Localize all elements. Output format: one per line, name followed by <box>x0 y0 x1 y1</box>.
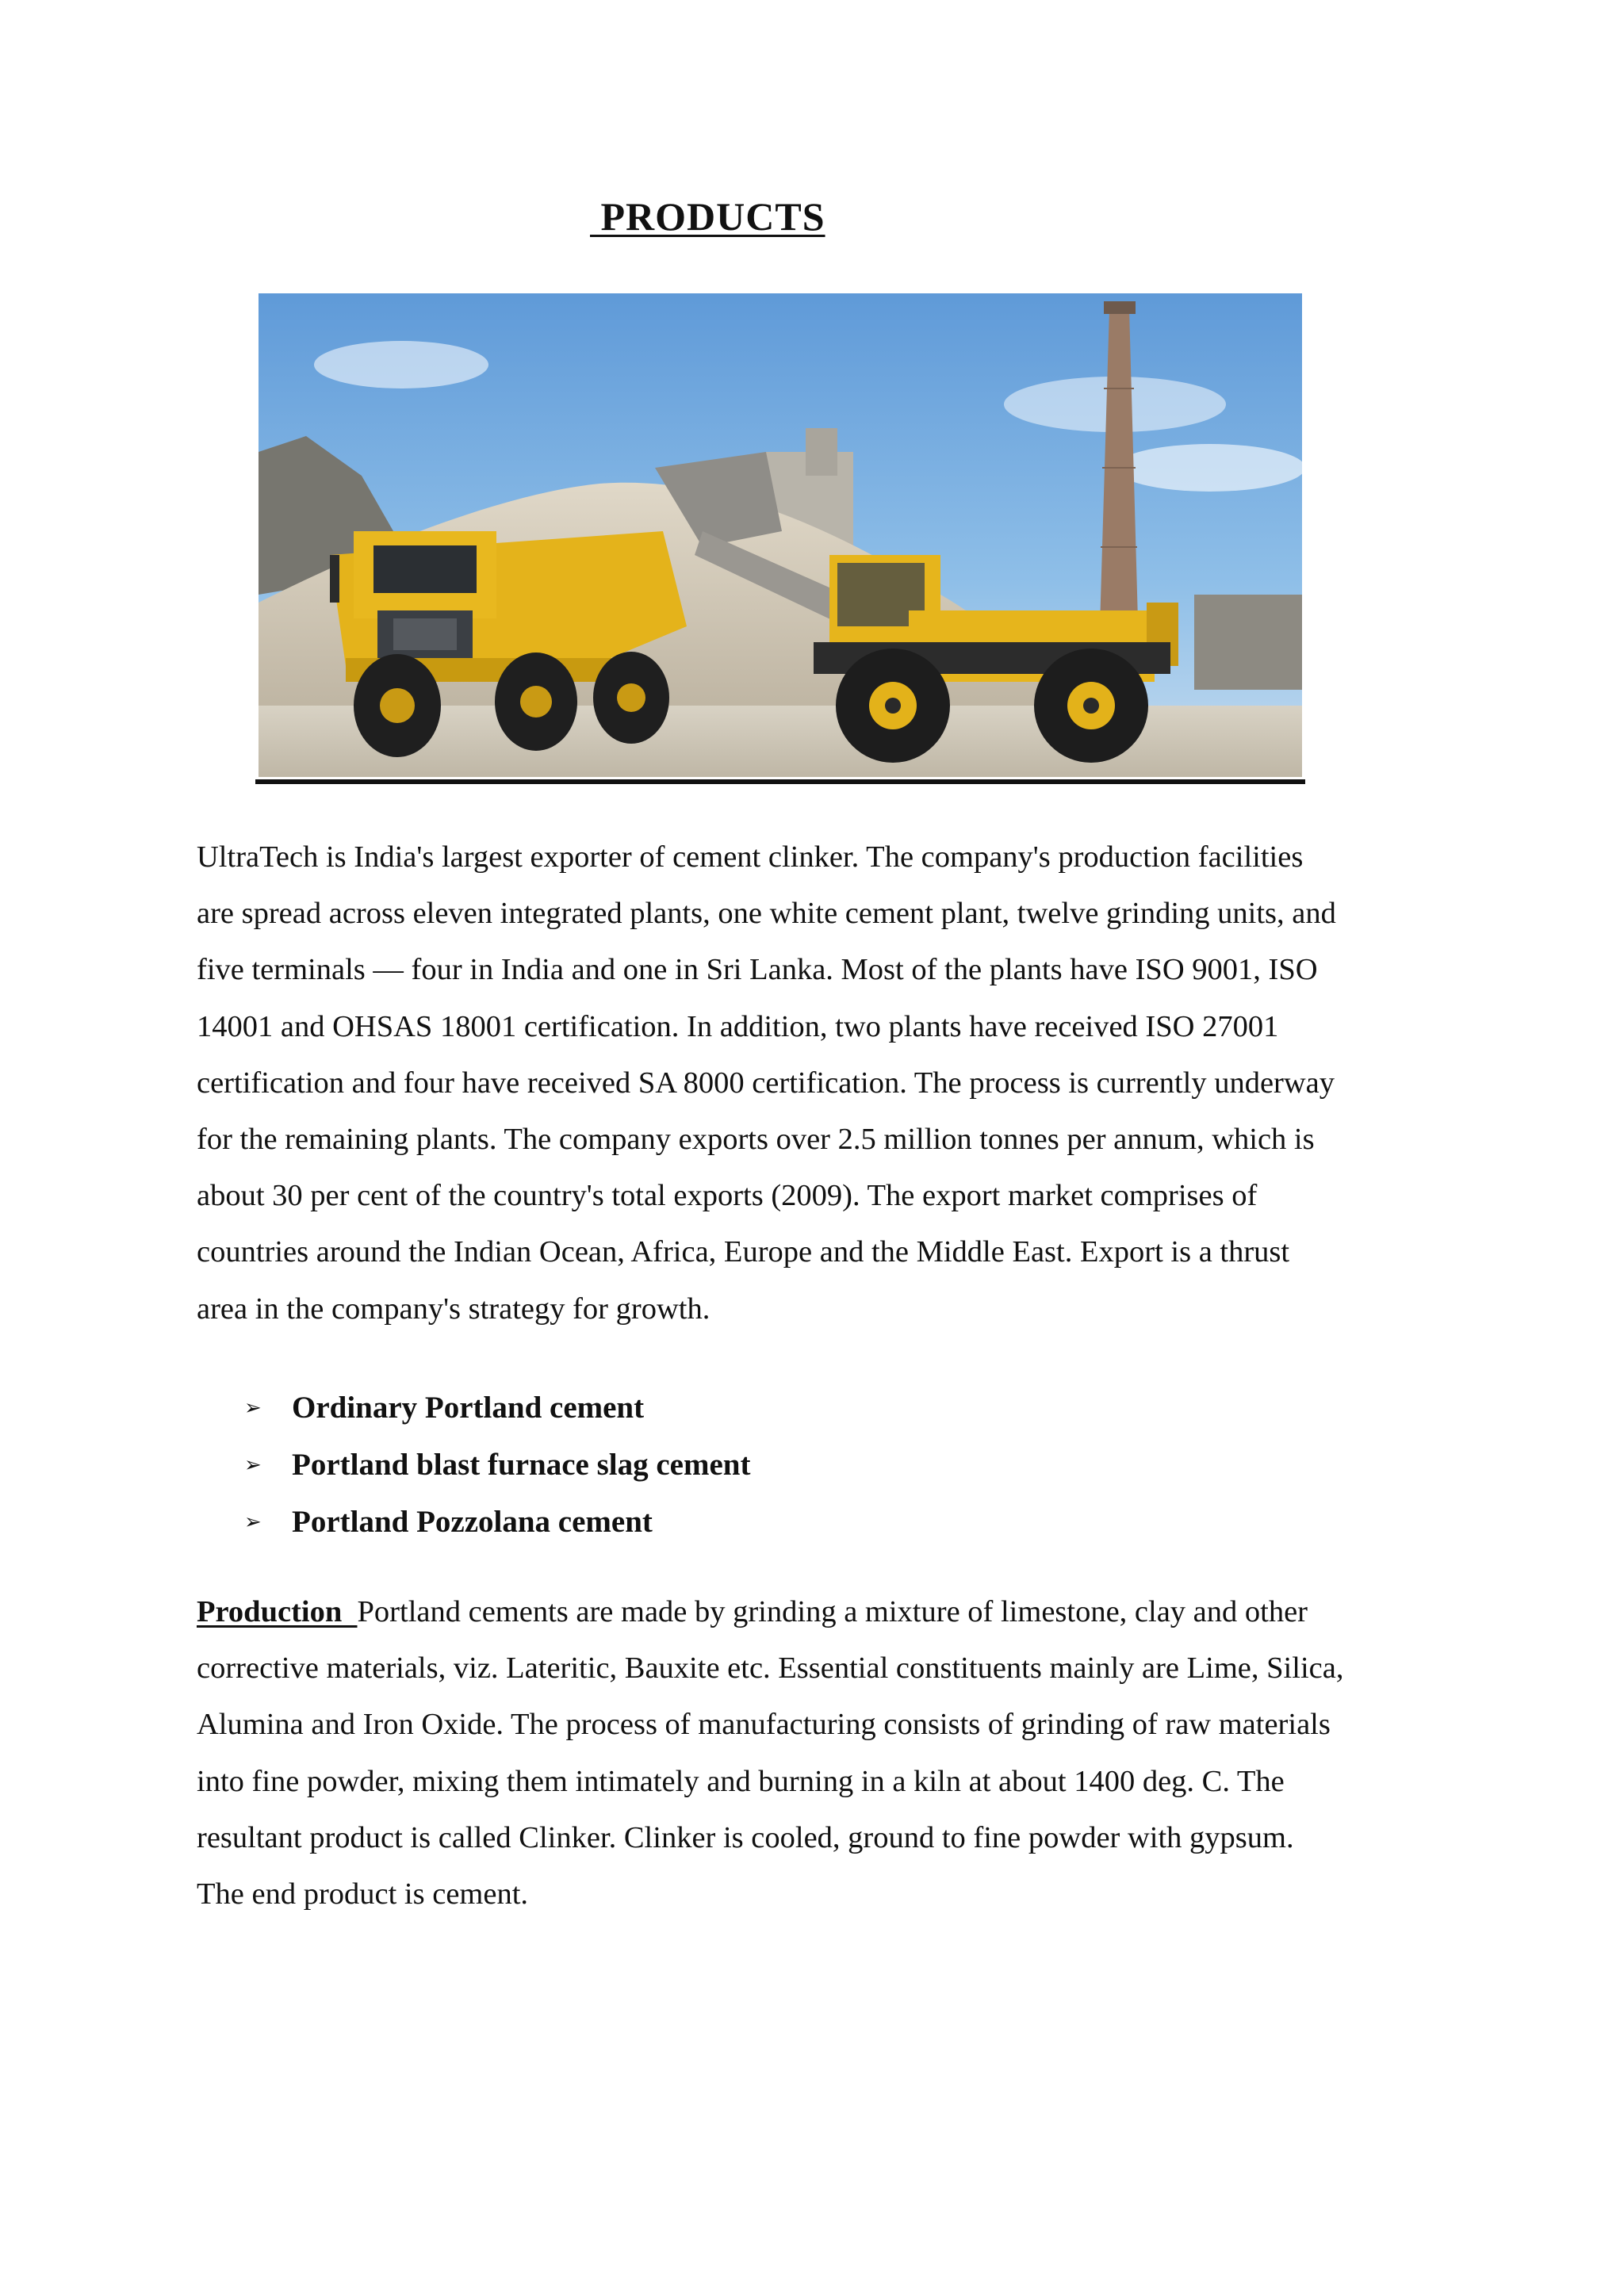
construction-equipment-photo <box>259 293 1302 777</box>
intro-line: 14001 and OHSAS 18001 certification. In addition, two plants have received ISO 27001 <box>197 1009 1279 1043</box>
arrowhead-bullet-icon: ➢ <box>244 1453 262 1477</box>
list-item <box>197 1437 750 1494</box>
production-line: Alumina and Iron Oxide. The process of manufacturing consists of grinding of raw materials <box>197 1708 1331 1742</box>
production-line: The end product is cement. <box>197 1877 529 1911</box>
intro-line: certification and four have received SA 8000 certification. The process is currently underway <box>197 1066 1335 1100</box>
intro-line: for the remaining plants. The company exports over 2.5 million tonnes per annum, which is <box>197 1123 1315 1157</box>
product-label: Portland Pozzolana cement <box>292 1505 653 1539</box>
intro-line: are spread across eleven integrated plants, one white cement plant, twelve grinding units, and <box>197 897 1336 931</box>
production-line: into fine powder, mixing them intimately and burning in a kiln at about 1400 deg. C. The <box>197 1764 1285 1798</box>
product-list <box>197 1380 750 1551</box>
list-item <box>197 1494 750 1551</box>
intro-paragraph <box>197 829 1434 1337</box>
product-label: Portland blast furnace slag cement <box>292 1448 751 1482</box>
intro-line: UltraTech is India's largest exporter of cement clinker. The company's production facilities <box>197 840 1304 874</box>
arrowhead-bullet-icon: ➢ <box>244 1510 262 1534</box>
list-item <box>197 1380 750 1437</box>
intro-line: countries around the Indian Ocean, Africa, Europe and the Middle East. Export is a thrust <box>197 1235 1290 1269</box>
production-line: corrective materials, viz. Lateritic, Bauxite etc. Essential constituents mainly are Lime, Silica, <box>197 1651 1344 1686</box>
arrowhead-bullet-icon: ➢ <box>244 1396 262 1420</box>
dump-truck <box>330 531 687 757</box>
product-label: Ordinary Portland cement <box>292 1391 645 1425</box>
intro-line: five terminals — four in India and one in Sri Lanka. Most of the plants have ISO 9001, ISO <box>197 953 1318 987</box>
production-first-line: Portland cements are made by grinding a mixture of limestone, clay and other <box>357 1595 1308 1628</box>
production-line: resultant product is called Clinker. Clinker is cooled, ground to fine powder with gypsum. <box>197 1820 1294 1854</box>
photo-divider <box>255 779 1305 784</box>
page-title: PRODUCTS <box>590 194 825 239</box>
intro-line: about 30 per cent of the country's total exports (2009). The export market comprises of <box>197 1179 1258 1213</box>
photo-illustration <box>259 293 1302 777</box>
production-paragraph <box>197 1584 1434 1923</box>
intro-line: area in the company's strategy for growth. <box>197 1292 710 1326</box>
production-line <box>197 1584 1434 1640</box>
production-heading: Production <box>197 1595 358 1628</box>
